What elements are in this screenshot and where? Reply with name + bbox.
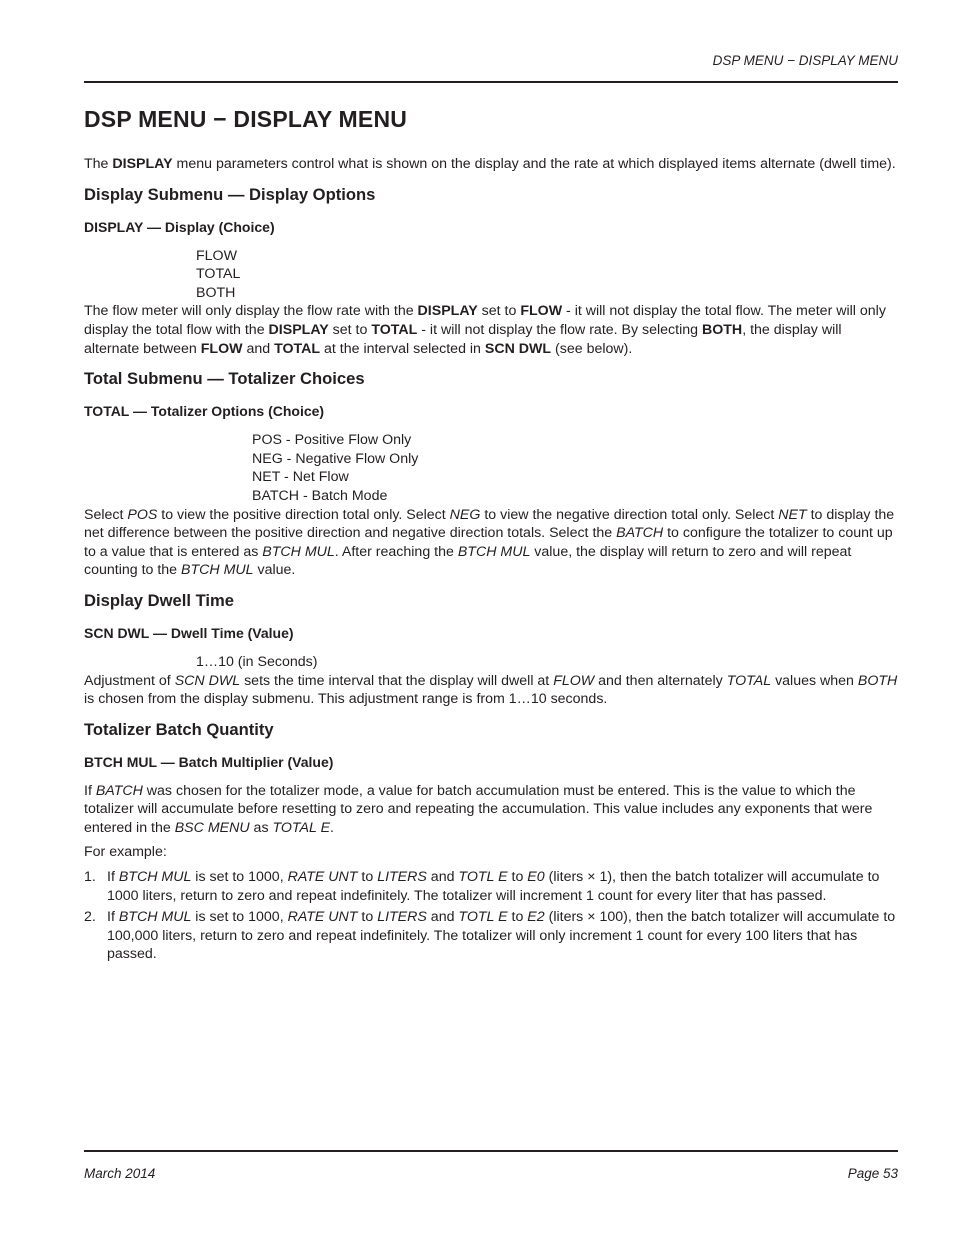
dwell-description: Adjustment of SCN DWL sets the time interval that the display will dwell at FLOW and then alternately TOTAL values when BOTH is chosen from the display submenu. This adjustment range is from 1…10 seconds.	[84, 672, 898, 708]
dwell-range-list	[84, 653, 898, 672]
display-choices-list	[84, 247, 898, 303]
example-label: For example:	[84, 844, 167, 861]
page-title: DSP MENU − DISPLAY MENU	[84, 106, 408, 132]
dwell-range: 1…10 (in Seconds)	[196, 653, 318, 670]
list-item: 1. If BTCH MUL is set to 1000, RATE UNT to LITERS and TOTL E to E0 (liters × 1), then the batch totalizer will accumulate to 1000 liters, return to zero and repeat indefinitely. The totalizer will increment 1 count for every liter that has passed.	[84, 869, 880, 904]
example-list	[84, 868, 898, 964]
page-content	[84, 106, 898, 967]
list-item: 2. If BTCH MUL is set to 1000, RATE UNT to LITERS and TOTL E to E2 (liters × 100), then the batch totalizer will accumulate to 100,000 liters, return to zero and repeat indefinitely. The totalizer will only increment 1 count for every 100 liters that has passed.	[84, 909, 896, 963]
dwell-param-heading: SCN DWL — Dwell Time (Value)	[84, 624, 294, 641]
total-description: Select POS to view the positive direction total only. Select NEG to view the negative direction total only. Select NET to display the net difference between the positive direction and negative direction totals. Select the BATCH to configure the totalizer to count up to a value that is entered as BTCH MUL. After reaching the BTCH MUL value, the display will return to zero and will repeat counting to the BTCH MUL value.	[84, 506, 895, 579]
choice-item: BOTH	[196, 284, 236, 301]
dwell-heading: Display Dwell Time	[84, 590, 235, 610]
running-header: DSP MENU − DISPLAY MENU	[712, 53, 898, 68]
batch-description: If BATCH was chosen for the totalizer mode, a value for batch accumulation must be entered. This is the value to which the totalizer will accumulate before resetting to zero and repeating the accumulation. This value includes any exponents that were entered in the BSC MENU as TOTAL E.	[84, 782, 873, 836]
footer-rule	[84, 1150, 898, 1152]
choice-item: BATCH - Batch Mode	[252, 487, 388, 504]
total-param-heading: TOTAL — Totalizer Options (Choice)	[84, 403, 325, 420]
total-submenu-heading: Total Submenu — Totalizer Choices	[84, 369, 365, 389]
total-choices-list	[84, 431, 898, 505]
choice-item: NEG - Negative Flow Only	[252, 450, 419, 467]
batch-heading: Totalizer Batch Quantity	[84, 719, 274, 739]
choice-item: NET - Net Flow	[252, 469, 349, 486]
choice-item: TOTAL	[196, 266, 241, 283]
footer-date: March 2014	[84, 1166, 156, 1181]
batch-param-heading: BTCH MUL — Batch Multiplier (Value)	[84, 753, 334, 770]
choice-item: FLOW	[196, 247, 237, 264]
display-description: The flow meter will only display the flow rate with the DISPLAY set to FLOW - it will not display the total flow. The meter will only display the total flow with the DISPLAY set to TOTAL - it will not display the flow rate. By selecting BOTH, the display will alternate between FLOW and TOTAL at the interval selected in SCN DWL (see below).	[84, 303, 886, 357]
intro-paragraph: The DISPLAY menu parameters control what is shown on the display and the rate at which displayed items alternate (dwell time).	[84, 156, 896, 172]
display-param-heading: DISPLAY — Display (Choice)	[84, 218, 275, 235]
display-submenu-heading: Display Submenu — Display Options	[84, 184, 376, 204]
header-rule	[84, 81, 898, 83]
choice-item: POS - Positive Flow Only	[252, 432, 412, 449]
page-number: Page 53	[847, 1166, 898, 1181]
